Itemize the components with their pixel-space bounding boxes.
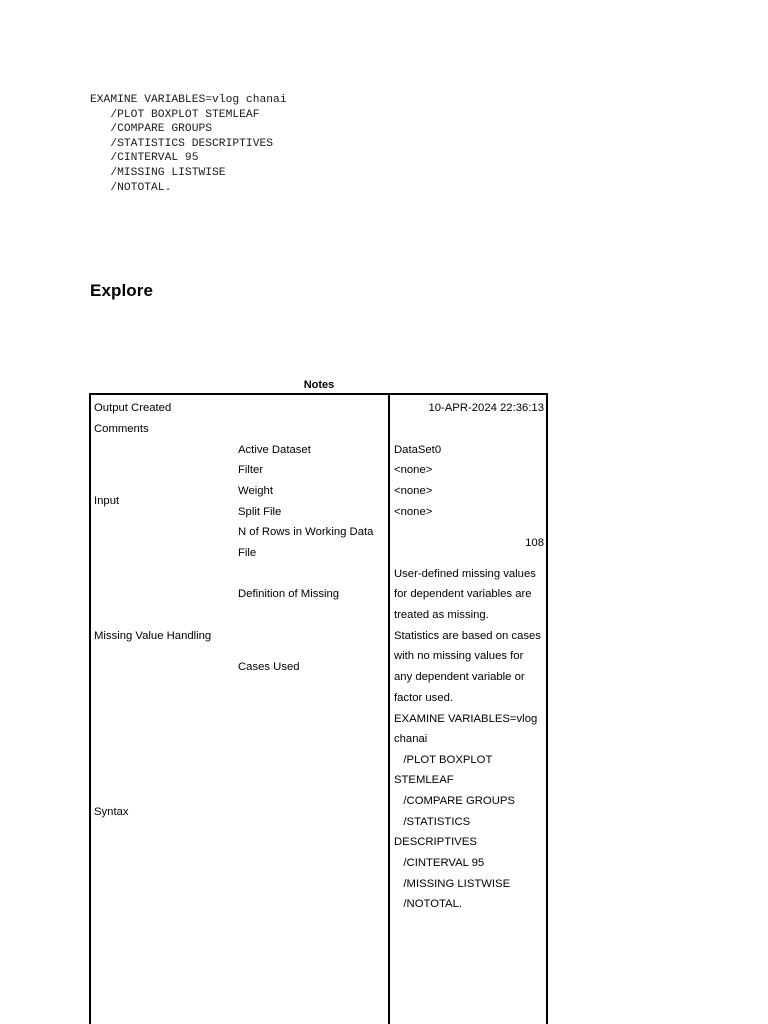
notes-table-divider: [388, 393, 390, 1024]
definition-missing-line: for dependent variables are: [394, 588, 532, 600]
syntax-value-line: DESCRIPTIVES: [394, 836, 477, 848]
output-created-value: 10-APR-2024 22:36:13: [428, 402, 544, 414]
syntax-line: /COMPARE GROUPS: [90, 123, 213, 136]
split-file-value: <none>: [394, 506, 433, 518]
syntax-value-line: /NOTOTAL.: [394, 898, 463, 910]
syntax-value-line: /PLOT BOXPLOT: [394, 754, 493, 766]
missing-value-handling-label: Missing Value Handling: [94, 630, 212, 642]
split-file-label: Split File: [238, 506, 282, 518]
syntax-line: /CINTERVAL 95: [90, 152, 199, 165]
definition-missing-line: treated as missing.: [394, 609, 489, 621]
syntax-line: /STATISTICS DESCRIPTIVES: [90, 137, 274, 150]
cases-used-label: Cases Used: [238, 661, 300, 673]
n-rows-label: N of Rows in Working Data: [238, 526, 374, 538]
n-rows-value: 108: [525, 537, 544, 549]
filter-value: <none>: [394, 464, 433, 476]
syntax-value-line: /COMPARE GROUPS: [394, 795, 515, 807]
output-created-label: Output Created: [94, 402, 172, 414]
syntax-label: Syntax: [94, 806, 129, 818]
syntax-value-line: EXAMINE VARIABLES=vlog: [394, 713, 538, 725]
weight-label: Weight: [238, 485, 273, 497]
cases-used-line: Statistics are based on cases: [394, 630, 541, 642]
cases-used-line: factor used.: [394, 692, 454, 704]
syntax-value-line: /MISSING LISTWISE: [394, 878, 511, 890]
syntax-value-line: STEMLEAF: [394, 774, 454, 786]
syntax-value-line: /CINTERVAL 95: [394, 857, 485, 869]
comments-label: Comments: [94, 423, 149, 435]
active-dataset-value: DataSet0: [394, 444, 442, 456]
cases-used-line: with no missing values for: [394, 650, 524, 662]
syntax-code-block: [90, 93, 287, 195]
notes-table-title: Notes: [303, 379, 335, 391]
syntax-value-line: chanai: [394, 733, 428, 745]
definition-missing-line: User-defined missing values: [394, 568, 536, 580]
syntax-line: /PLOT BOXPLOT STEMLEAF: [90, 108, 260, 121]
active-dataset-label: Active Dataset: [238, 444, 311, 456]
weight-value: <none>: [394, 485, 433, 497]
n-rows-label: File: [238, 547, 257, 559]
filter-label: Filter: [238, 464, 264, 476]
syntax-line: /MISSING LISTWISE: [90, 166, 226, 179]
cases-used-line: any dependent variable or: [394, 671, 525, 683]
syntax-line: EXAMINE VARIABLES=vlog chanai: [90, 94, 287, 106]
definition-of-missing-label: Definition of Missing: [238, 588, 340, 600]
syntax-value-line: /STATISTICS: [394, 816, 471, 828]
syntax-line: /NOTOTAL.: [90, 181, 172, 194]
input-label: Input: [94, 495, 120, 507]
explore-heading: Explore: [90, 281, 154, 300]
